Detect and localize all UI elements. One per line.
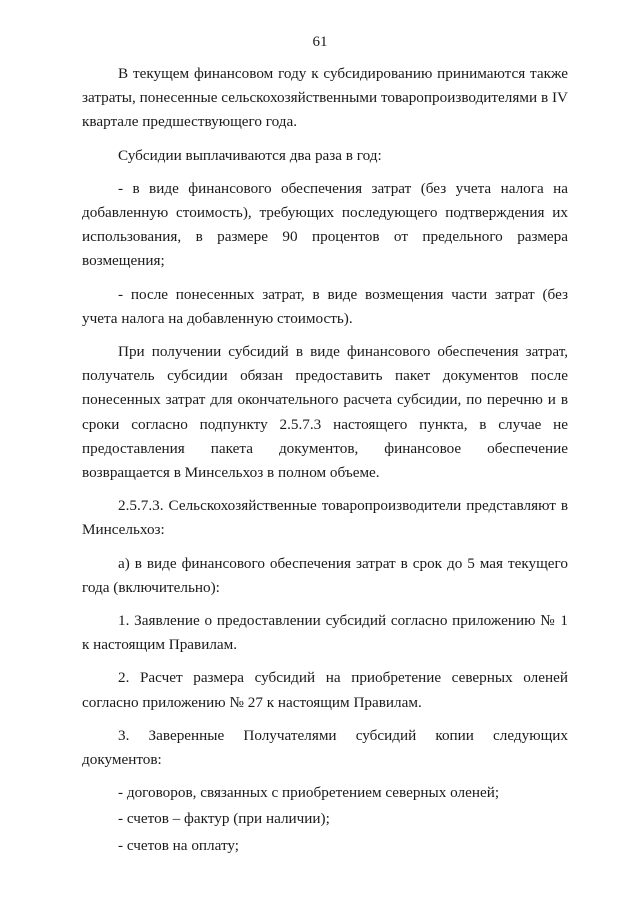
paragraph-documents-obligation: При получении субсидий в виде финансового обеспечения затрат, получатель субсидии обязан предоставить пакет документов после понесенных затрат для окончательного расчета субсидии, по перечню и в сроки согласно подпункту 2.5.7.3 настоящего пункта, в случае не предоставления пакета документов, финансовое обеспечение возвращается в Минсельхоз в полном объеме. xyxy=(82,343,568,482)
paragraph-item-3-copies: 3. Заверенные Получателями субсидий копии следующих документов: xyxy=(82,726,568,769)
paragraph-financial-support: - в виде финансового обеспечения затрат (без учета налога на добавленную стоимость), требующих последующего подтверждения их использования, в размере 90 процентов от предельного размера возмещения; xyxy=(82,179,568,270)
paragraph-payment-schedule: Субсидии выплачиваются два раза в год: xyxy=(118,146,382,164)
paragraph-section-2-5-7-3: 2.5.7.3. Сельскохозяйственные товаропроизводители представляют в Минсельхоз: xyxy=(82,497,568,539)
paragraph-item-a: а) в виде финансового обеспечения затрат в срок до 5 мая текущего года (включительно): xyxy=(82,554,568,596)
list-item-invoices: - счетов – фактур (при наличии); xyxy=(118,810,330,828)
paragraph-previous-quarter-costs: В текущем финансовом году к субсидированию принимаются также затраты, понесенные сельскохозяйственными товаропроизводителями в IV квартале предшествующего года. xyxy=(82,65,568,131)
list-item-payment-bills: - счетов на оплату; xyxy=(118,836,240,854)
paragraph-item-1-application: 1. Заявление о предоставлении субсидий согласно приложению № 1 к настоящим Правилам. xyxy=(82,612,568,654)
paragraph-cost-reimbursement: - после понесенных затрат, в виде возмещения части затрат (без учета налога на добавленную стоимость). xyxy=(82,285,568,327)
document-body xyxy=(82,62,568,858)
list-item-contracts: - договоров, связанных с приобретением северных оленей; xyxy=(118,784,500,802)
page-number: 61 xyxy=(312,34,328,50)
paragraph-item-2-calculation: 2. Расчет размера субсидий на приобретение северных оленей согласно приложению № 27 к настоящим Правилам. xyxy=(82,669,568,711)
